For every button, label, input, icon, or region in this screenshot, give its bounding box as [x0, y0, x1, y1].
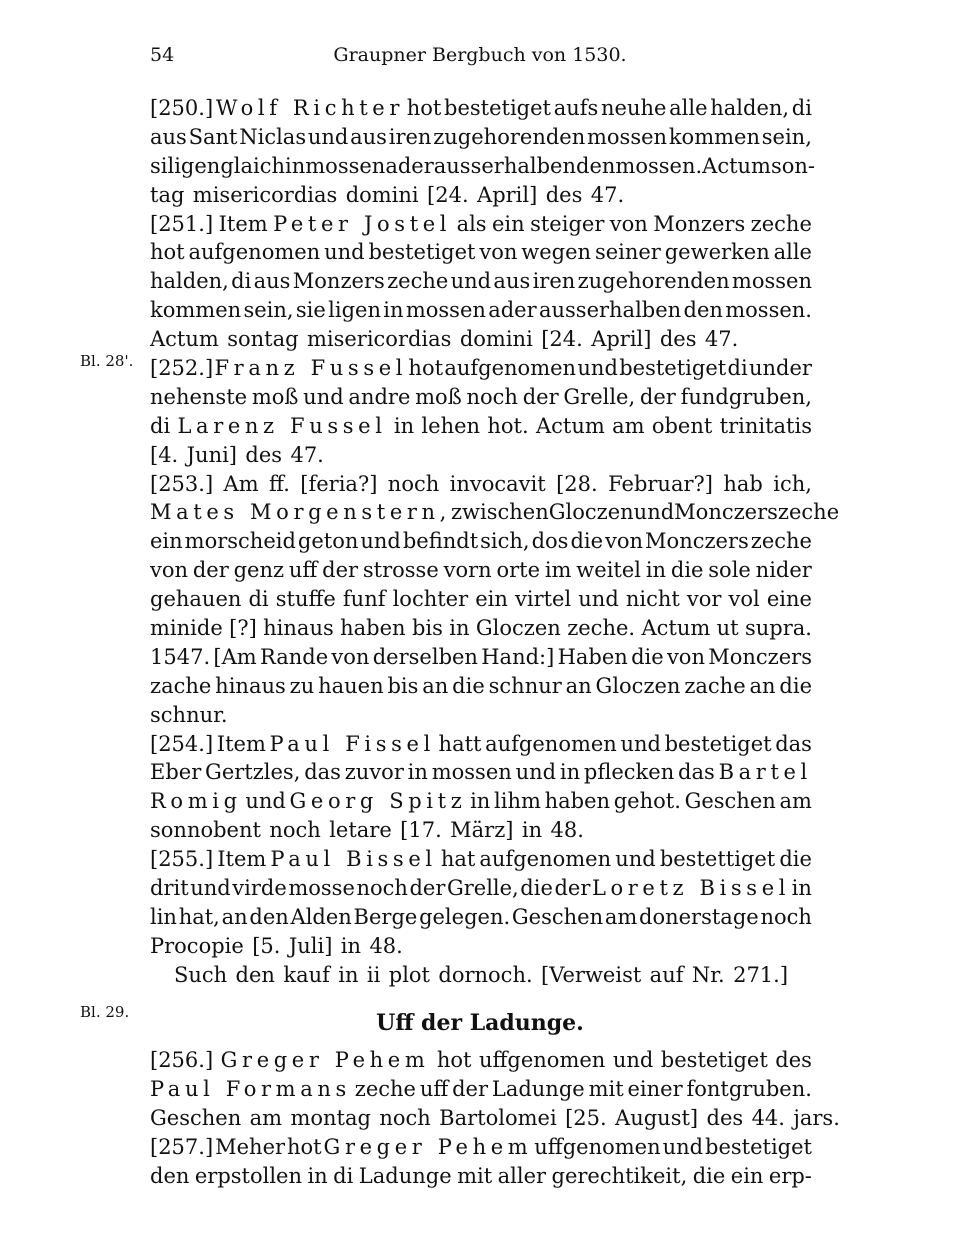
- text-line: Actum sontag misericordias domini [24. April] des 47.: [150, 327, 739, 352]
- text-line: ein morscheid geton und befindt sich, dos die von Monczers zeche: [150, 529, 812, 554]
- text-line: aus Sant Niclas und aus iren zugehorenden mossen kommen sein,: [150, 124, 812, 149]
- text-block-section: [150, 1046, 840, 1190]
- text-line: si ligen glaich in mossen ader ausserhalben den mossen. Actum son-: [150, 153, 816, 178]
- text-line: [257.] Meher hot Greger Pehem uffgenomen und bestetiget: [150, 1134, 812, 1159]
- text-line: Such den kauf in ii plot dornoch. [Verweist auf Nr. 271.]: [173, 962, 789, 987]
- text-line: Procopie [5. Juli] in 48.: [150, 933, 403, 958]
- text-line: Geschen am montag noch Bartolomei [25. August] des 44. jars.: [150, 1105, 840, 1130]
- page-header: [0, 44, 960, 74]
- text-line: den erpstollen in di Ladunge mit aller gerechtikeit, die ein erp-: [150, 1163, 812, 1188]
- text-block-main: [150, 94, 840, 990]
- page-number: 54: [150, 44, 175, 66]
- margin-note-folio: Bl. 28'.: [80, 352, 134, 370]
- text-line: [252.] Franz Fussel hot aufgenomen und bestetiget di under: [150, 356, 812, 381]
- running-title: Graupner Bergbuch von 1530.: [333, 44, 627, 66]
- text-line: [255.] Item Paul Bissel hat aufgenomen und bestettiget die: [150, 847, 812, 872]
- text-line: gehauen di stuffe funf lochter ein virtel und nicht vor vol eine: [150, 587, 812, 612]
- text-line: kommen sein, sie ligen in mossen ader ausserhalben den mossen.: [150, 298, 812, 323]
- text-line: drit und virde mosse noch der Grelle, die der Loretz Bissel in: [150, 876, 812, 901]
- text-line: halden, di aus Monzers zeche und aus iren zugehorenden mossen: [150, 269, 812, 294]
- text-line: lin hat, an den Alden Berge gelegen. Geschen am donerstage noch: [150, 904, 812, 929]
- text-line: sonnobent noch letare [17. März] in 48.: [150, 818, 584, 843]
- text-line: [251.] Item Peter Jostel als ein steiger von Monzers zeche: [150, 211, 812, 236]
- text-line: di Larenz Fussel in lehen hot. Actum am obent trinitatis: [150, 413, 812, 438]
- text-line: Mates Morgenstern, zwischen Gloczen und Monczers zeche: [150, 500, 840, 525]
- text-line: [250.] Wolf Richter hot bestetiget aufs neuhe alle halden, di: [150, 96, 812, 120]
- text-line: [256.] Greger Pehem hot uffgenomen und bestetiget des: [150, 1048, 812, 1072]
- text-line: 1547. [Am Rande von derselben Hand:] Haben die von Monczers: [150, 644, 812, 669]
- text-line: Romig und Georg Spitz in lihm haben gehot. Geschen am: [150, 789, 812, 814]
- text-line: [253.] Am ff. [feria?] noch invocavit [28. Februar?] hab ich,: [150, 471, 812, 496]
- text-line: zache hinaus zu hauen bis an die schnur an Gloczen zache an die: [150, 673, 812, 698]
- section-heading: Uff der Ladunge.: [376, 1010, 584, 1036]
- text-line: Eber Gertzles, das zuvor in mossen und in pflecken das Bartel: [150, 760, 812, 785]
- text-line: nehenste moß und andre moß noch der Grelle, der fundgruben,: [150, 384, 812, 409]
- text-line: minide [?] hinaus haben bis in Gloczen zeche. Actum ut supra.: [150, 616, 812, 641]
- text-line: [4. Juni] des 47.: [150, 442, 324, 467]
- text-line: Paul Formans zeche uff der Ladunge mit einer fontgruben.: [150, 1076, 812, 1101]
- margin-note-folio: Bl. 29.: [80, 1003, 130, 1021]
- text-line: schnur.: [150, 702, 228, 727]
- text-line: hot aufgenomen und bestetiget von wegen seiner gewerken alle: [150, 240, 812, 265]
- text-line: tag misericordias domini [24. April] des 47.: [150, 182, 625, 207]
- text-line: von der genz uff der strosse vorn orte im weitel in die sole nider: [150, 558, 812, 583]
- text-line: [254.] Item Paul Fissel hatt aufgenomen und bestetiget das: [150, 731, 812, 756]
